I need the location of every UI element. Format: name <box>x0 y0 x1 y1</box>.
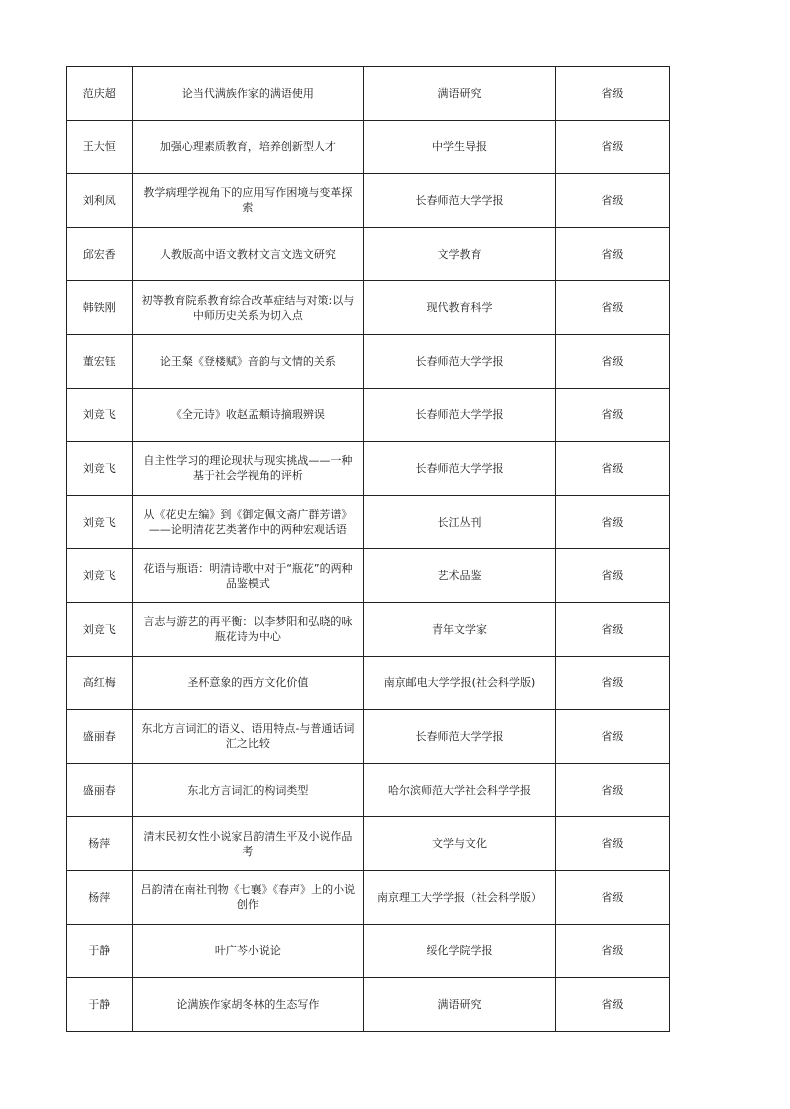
table-row <box>67 442 670 496</box>
paper-title-cell: 人教版高中语文教材文言文选文研究 <box>132 227 364 281</box>
level-cell: 省级 <box>555 334 669 388</box>
paper-title-cell: 加强心理素质教育，培养创新型人才 <box>132 120 364 174</box>
author-cell: 范庆超 <box>67 67 133 121</box>
level-cell: 省级 <box>555 763 669 817</box>
level-cell: 省级 <box>555 388 669 442</box>
table-row <box>67 870 670 924</box>
paper-title-cell: 叶广芩小说论 <box>132 924 364 978</box>
paper-title-cell: 圣杯意象的西方文化价值 <box>132 656 364 710</box>
level-cell: 省级 <box>555 602 669 656</box>
author-cell: 刘利凤 <box>67 174 133 228</box>
author-cell: 韩铁刚 <box>67 281 133 335</box>
author-cell: 杨萍 <box>67 870 133 924</box>
level-cell: 省级 <box>555 817 669 871</box>
paper-title-cell: 清末民初女性小说家吕韵清生平及小说作品考 <box>132 817 364 871</box>
level-cell: 省级 <box>555 174 669 228</box>
author-cell: 王大恒 <box>67 120 133 174</box>
paper-title-cell: 初等教育院系教育综合改革症结与对策:以与中师历史关系为切入点 <box>132 281 364 335</box>
author-cell: 盛丽春 <box>67 763 133 817</box>
table-row <box>67 281 670 335</box>
journal-cell: 中学生导报 <box>364 120 555 174</box>
paper-title-cell: 言志与游艺的再平衡：以李梦阳和弘晓的咏瓶花诗为中心 <box>132 602 364 656</box>
level-cell: 省级 <box>555 67 669 121</box>
table-row <box>67 227 670 281</box>
table-row <box>67 67 670 121</box>
publication-table-body <box>67 67 670 1032</box>
author-cell: 董宏钰 <box>67 334 133 388</box>
table-row <box>67 763 670 817</box>
journal-cell: 长春师范大学学报 <box>364 442 555 496</box>
table-row <box>67 924 670 978</box>
journal-cell: 文学与文化 <box>364 817 555 871</box>
author-cell: 于静 <box>67 978 133 1032</box>
paper-title-cell: 论当代满族作家的满语使用 <box>132 67 364 121</box>
author-cell: 刘竞飞 <box>67 549 133 603</box>
author-cell: 刘竞飞 <box>67 442 133 496</box>
table-row <box>67 602 670 656</box>
paper-title-cell: 自主性学习的理论现状与现实挑战——一种基于社会学视角的评析 <box>132 442 364 496</box>
journal-cell: 南京邮电大学学报(社会科学版) <box>364 656 555 710</box>
level-cell: 省级 <box>555 924 669 978</box>
paper-title-cell: 《全元诗》收赵孟頫诗摘瑕辨误 <box>132 388 364 442</box>
level-cell: 省级 <box>555 281 669 335</box>
level-cell: 省级 <box>555 710 669 764</box>
journal-cell: 哈尔滨师范大学社会科学学报 <box>364 763 555 817</box>
journal-cell: 艺术品鉴 <box>364 549 555 603</box>
paper-title-cell: 东北方言词汇的语义、语用特点-与普通话词汇之比较 <box>132 710 364 764</box>
table-row <box>67 495 670 549</box>
level-cell: 省级 <box>555 978 669 1032</box>
author-cell: 高红梅 <box>67 656 133 710</box>
level-cell: 省级 <box>555 656 669 710</box>
publication-table <box>66 66 670 1032</box>
paper-title-cell: 吕韵清在南社刊物《七襄》《春声》上的小说创作 <box>132 870 364 924</box>
journal-cell: 长春师范大学学报 <box>364 710 555 764</box>
paper-title-cell: 花语与瓶语：明清诗歌中对于“瓶花”的两种品鉴模式 <box>132 549 364 603</box>
journal-cell: 文学教育 <box>364 227 555 281</box>
journal-cell: 南京理工大学学报（社会科学版） <box>364 870 555 924</box>
author-cell: 邱宏香 <box>67 227 133 281</box>
author-cell: 刘竞飞 <box>67 602 133 656</box>
journal-cell: 绥化学院学报 <box>364 924 555 978</box>
level-cell: 省级 <box>555 120 669 174</box>
journal-cell: 长春师范大学学报 <box>364 174 555 228</box>
level-cell: 省级 <box>555 549 669 603</box>
table-row <box>67 388 670 442</box>
table-row <box>67 656 670 710</box>
paper-title-cell: 论王粲《登楼赋》音韵与文情的关系 <box>132 334 364 388</box>
paper-title-cell: 论满族作家胡冬林的生态写作 <box>132 978 364 1032</box>
table-row <box>67 549 670 603</box>
table-row <box>67 710 670 764</box>
author-cell: 刘竞飞 <box>67 495 133 549</box>
journal-cell: 满语研究 <box>364 978 555 1032</box>
paper-title-cell: 教学病理学视角下的应用写作困境与变革探索 <box>132 174 364 228</box>
author-cell: 刘竞飞 <box>67 388 133 442</box>
table-row <box>67 978 670 1032</box>
paper-title-cell: 从《花史左编》到《御定佩文斋广群芳谱》——论明清花艺类著作中的两种宏观话语 <box>132 495 364 549</box>
level-cell: 省级 <box>555 442 669 496</box>
journal-cell: 长江丛刊 <box>364 495 555 549</box>
journal-cell: 青年文学家 <box>364 602 555 656</box>
paper-title-cell: 东北方言词汇的构词类型 <box>132 763 364 817</box>
table-row <box>67 120 670 174</box>
journal-cell: 长春师范大学学报 <box>364 388 555 442</box>
level-cell: 省级 <box>555 495 669 549</box>
table-row <box>67 334 670 388</box>
level-cell: 省级 <box>555 870 669 924</box>
journal-cell: 长春师范大学学报 <box>364 334 555 388</box>
journal-cell: 满语研究 <box>364 67 555 121</box>
journal-cell: 现代教育科学 <box>364 281 555 335</box>
level-cell: 省级 <box>555 227 669 281</box>
table-row <box>67 174 670 228</box>
author-cell: 杨萍 <box>67 817 133 871</box>
author-cell: 于静 <box>67 924 133 978</box>
table-row <box>67 817 670 871</box>
author-cell: 盛丽春 <box>67 710 133 764</box>
